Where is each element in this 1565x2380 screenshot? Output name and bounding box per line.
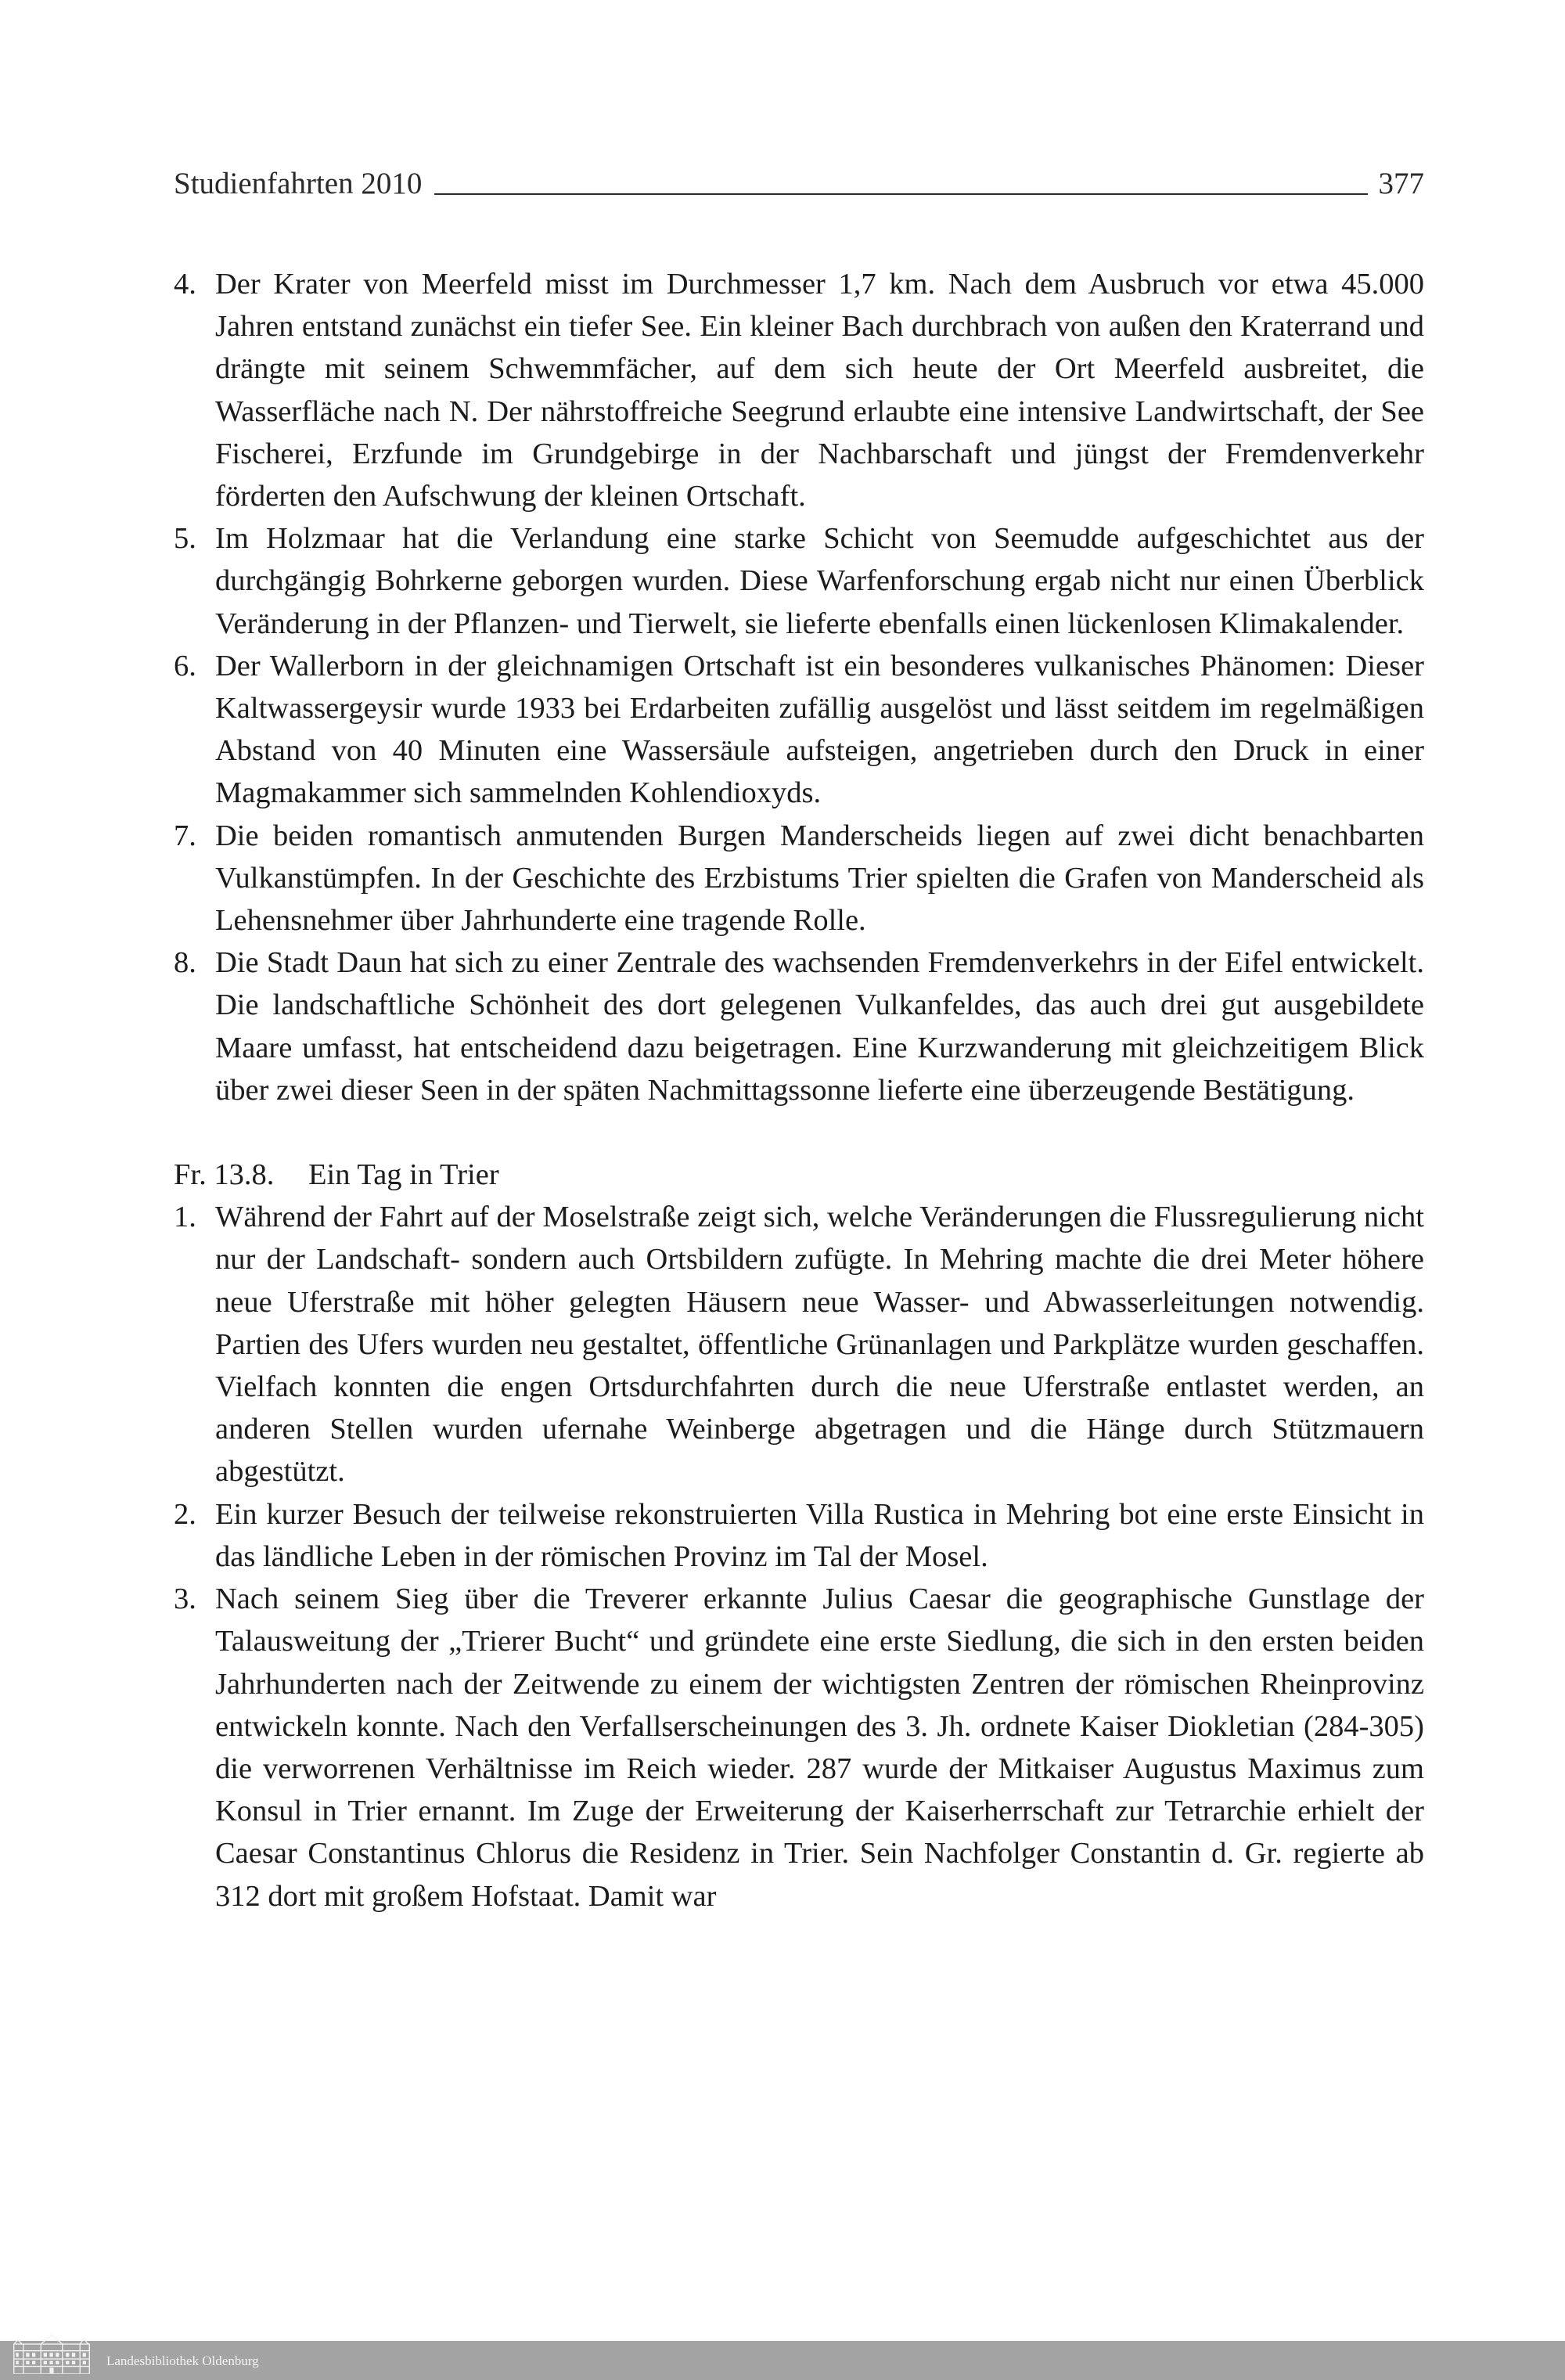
item-number: 1. [174, 1201, 196, 1234]
item-number: 3. [174, 1582, 196, 1616]
list-item [174, 815, 1424, 942]
list-item [174, 1578, 1424, 1917]
list-item [174, 517, 1424, 645]
item-text: Der Wallerborn in der gleichnamigen Ortschaft ist ein besonderes vulkanisches Phänomen: Dieser Kaltwassergeysir wurde 1933 bei Erdarbeiten zufällig ausgelöst und lässt seitdem im regelmäßigen Abstand von 40 Minuten eine Wassersäule aufsteigen, angetrieben durch den Druck in einer Magmakammer sich sammelnden Kohlendioxyds. [215, 649, 1424, 810]
list-item [174, 942, 1424, 1111]
item-number: 8. [174, 946, 196, 980]
item-text: Ein kurzer Besuch der teilweise rekonstruierten Villa Rustica in Mehring bot eine erste Einsicht in das ländliche Leben in der römischen Provinz im Tal der Mosel. [215, 1497, 1424, 1573]
item-text: Die beiden romantisch anmutenden Burgen Manderscheids liegen auf zwei dicht benachbarten Vulkanstümpfen. In der Geschichte des Erzbistums Trier spielten die Grafen von Manderscheid als Lehensnehmer über Jahrhunderte eine tragende Rolle. [215, 819, 1424, 938]
list-item [174, 1196, 1424, 1492]
page-header [174, 166, 1424, 213]
item-number: 6. [174, 649, 196, 682]
item-text: Der Krater von Meerfeld misst im Durchmesser 1,7 km. Nach dem Ausbruch vor etwa 45.000 Jahren entstand zunächst ein tiefer See. Ein kleiner Bach durchbrach von außen den Kraterrand und drängte mit seinem Schwemmfächer, auf dem sich heute der Ort Meerfeld ausbreitet, die Wasserfläche nach N. Der nährstoffreiche Seegrund erlaubte eine intensive Landwirtschaft, der See Fischerei, Erzfunde im Grundgebirge in der Nachbarschaft und jüngst der Fremdenverkehr förderten den Aufschwung der kleinen Ortschaft. [215, 268, 1424, 513]
item-text: Im Holzmaar hat die Verlandung eine starke Schicht von Seemudde aufgeschichtet aus der durchgängig Bohrkerne geborgen wurden. Diese Warfenforschung ergab nicht nur einen Überblick Veränderung in der Pflanzen- und Tierwelt, sie lieferte ebenfalls einen lückenlosen Klimakalender. [215, 522, 1424, 640]
library-name: Landesbibliothek Oldenburg [106, 2353, 259, 2368]
list-item [174, 645, 1424, 815]
item-text: Die Stadt Daun hat sich zu einer Zentrale des wachsenden Fremdenverkehrs in der Eifel entwickelt. Die landschaftliche Schönheit des dort gelegenen Vulkanfeldes, das auch drei gut ausgebildete Maare umfasst, hat entscheidend dazu beigetragen. Eine Kurzwanderung mit gleichzeitigem Blick über zwei dieser Seen in der späten Nachmittagssonne lieferte eine überzeugende Bestätigung. [215, 946, 1424, 1107]
header-rule [434, 193, 1367, 195]
page-body [174, 263, 1424, 1917]
item-text: Während der Fahrt auf der Moselstraße zeigt sich, welche Veränderungen die Flussregulierung nicht nur der Landschaft- sondern auch Ortsbildern zufügte. In Mehring machte die drei Meter höhere neue Uferstraße mit höher gelegten Häusern neue Wasser- und Abwasserleitungen notwendig. Partien des Ufers wurden neu gestaltet, öffentliche Grünanlagen und Parkplätze wurden geschaffen. Vielfach konnten die engen Ortsdurchfahrten durch die neue Uferstraße entlastet werden, an anderen Stellen wurden ufernahe Weinberge abgetragen und die Hänge durch Stützmauern abgestützt. [215, 1201, 1424, 1489]
library-building-icon [6, 2335, 97, 2374]
section-heading [174, 1154, 1424, 1196]
item-number: 4. [174, 268, 196, 301]
running-title: Studienfahrten 2010 [174, 167, 423, 200]
item-number: 2. [174, 1497, 196, 1531]
page-number: 377 [1378, 167, 1424, 200]
item-text: Nach seinem Sieg über die Treverer erkannte Julius Caesar die geographische Gunstlage der Talausweitung der „Trierer Bucht“ und gründete eine erste Siedlung, die sich in den ersten beiden Jahrhunderten nach der Zeitwende zu einem der wichtigsten Zentren der römischen Rheinprovinz entwickeln konnte. Nach den Verfallserscheinungen des 3. Jh. ordnete Kaiser Diokletian (284-305) die verworrenen Verhältnisse im Reich wieder. 287 wurde der Mitkaiser Augustus Maximus zum Konsul in Trier ernannt. Im Zuge der Erweiterung der Kaiserherrschaft zur Tetrarchie erhielt der Caesar Constantinus Chlorus die Residenz in Trier. Sein Nachfolger Constantin d. Gr. regierte ab 312 dort mit großem Hofstaat. Damit war [215, 1582, 1424, 1913]
library-footer-bar [0, 2341, 1565, 2380]
item-number: 5. [174, 522, 196, 556]
list-item [174, 1493, 1424, 1578]
section-title: Ein Tag in Trier [308, 1158, 499, 1192]
item-number: 7. [174, 819, 196, 852]
section-number: Fr. 13.8. [174, 1158, 275, 1192]
list-item [174, 263, 1424, 517]
